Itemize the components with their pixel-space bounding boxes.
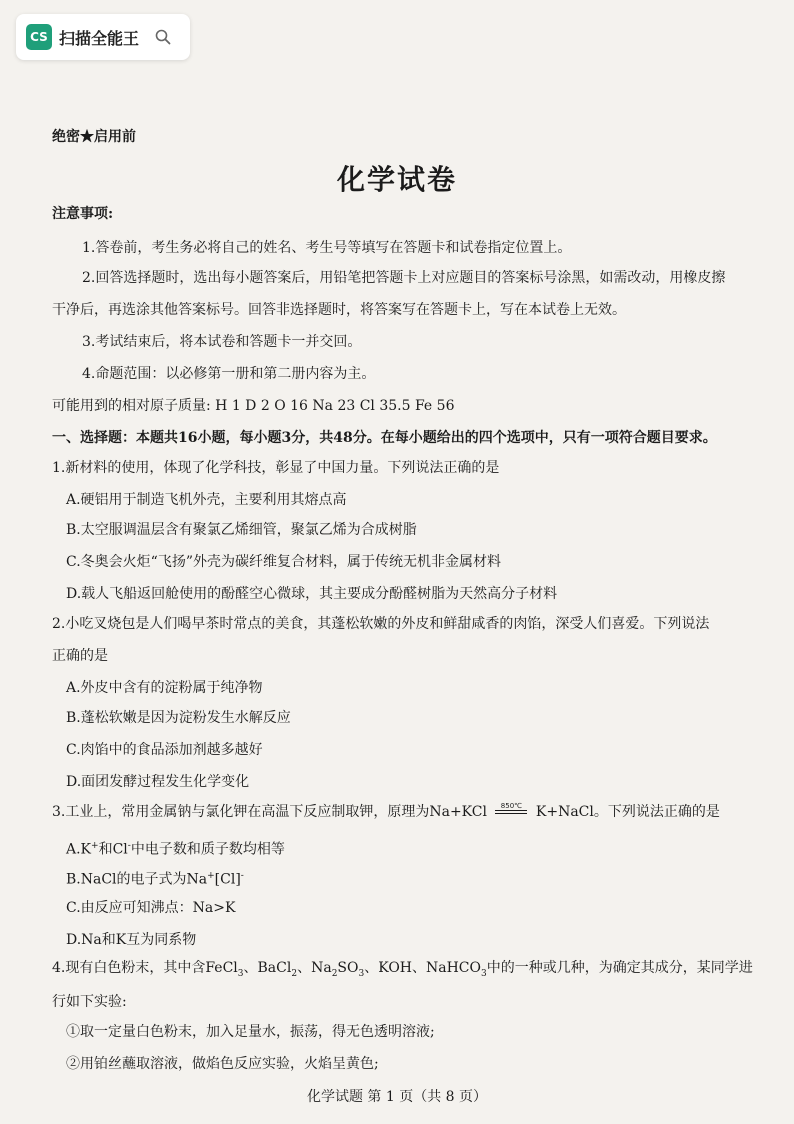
note-item: 1.答卷前，考生务必将自己的姓名、考生号等填写在答题卡和试卷指定位置上。 [82,240,572,256]
question-3-stem-after: K+NaCl。下列说法正确的是 [535,804,720,820]
question-1-option-d: D.载人飞船返回舱使用的酚醛空心微球，其主要成分酚醛树脂为天然高分子材料 [66,586,558,602]
classification-label: 绝密★启用前 [52,129,136,145]
section-heading: 一、选择题：本题共16小题，每小题3分，共48分。在每小题给出的四个选项中，只有一项符合题目要求。 [52,430,717,446]
question-1-option-a: A.硬铝用于制造飞机外壳，主要利用其熔点高 [66,492,347,508]
question-3-option-b: B.NaCl的电子式为Na+[Cl]- [66,871,244,888]
atomic-masses: 可能用到的相对原子质量: H 1 D 2 O 16 Na 23 Cl 35.5 Fe 56 [52,398,455,414]
notes-heading: 注意事项: [52,206,114,222]
question-2-stem: 2.小吃叉烧包是人们喝早茶时常点的美食，其蓬松软嫩的外皮和鲜甜咸香的肉馅，深受人们喜爱。下列说法 [52,616,710,632]
question-3-stem [52,802,720,822]
question-2-option-d: D.面团发酵过程发生化学变化 [66,774,250,790]
note-item: 4.命题范围：以必修第一册和第二册内容为主。 [82,366,376,382]
question-3-option-c: C.由反应可知沸点：Na>K [66,900,236,916]
app-name: 扫描全能王 [59,28,140,48]
question-1-stem: 1.新材料的使用，体现了化学科技，彰显了中国力量。下列说法正确的是 [52,460,500,476]
reaction-equal-sign-icon [495,802,527,819]
page-footer: 化学试题 第 1 页（共 8 页） [306,1089,488,1105]
note-item: 3.考试结束后，将本试卷和答题卡一并交回。 [82,334,362,350]
question-1-option-b: B.太空服调温层含有聚氯乙烯细管，聚氯乙烯为合成树脂 [66,522,417,538]
question-1-option-c: C.冬奥会火炬“飞扬”外壳为碳纤维复合材料，属于传统无机非金属材料 [66,554,501,570]
question-3-stem-before: 3.工业上，常用金属钠与氯化钾在高温下反应制取钾，原理为Na+KCl [52,804,487,820]
question-4-step: ①取一定量白色粉末，加入足量水，振荡，得无色透明溶液; [66,1024,435,1040]
question-2-option-a: A.外皮中含有的淀粉属于纯净物 [66,680,263,696]
note-item: 2.回答选择题时，选出每小题答案后，用铅笔把答题卡上对应题目的答案标号涂黑，如需改动，用橡皮擦 [82,270,726,286]
question-4-stem: 4.现有白色粉末，其中含FeCl$_3$、BaCl$_2$、$Na_2SO_3$、KOH、NaHCO$_3$中的一种或几种，为确定其成分，某同学进 [52,960,753,979]
question-2-stem-cont: 正确的是 [52,648,108,664]
page-title: 化学试卷 [336,163,457,196]
question-3-option-a: A.K+和Cl-中电子数和质子数均相等 [66,841,285,858]
reaction-condition: 850℃ [500,802,523,810]
note-item: 干净后，再选涂其他答案标号。回答非选择题时，将答案写在答题卡上，写在本试卷上无效。 [52,302,626,318]
question-3-option-d: D.Na和K互为同系物 [66,932,197,948]
question-4-stem-cont: 行如下实验: [52,994,127,1010]
question-2-option-b: B.蓬松软嫩是因为淀粉发生水解反应 [66,710,291,726]
question-2-option-c: C.肉馅中的食品添加剂越多越好 [66,742,263,758]
question-4-step: ②用铂丝蘸取溶液，做焰色反应实验，火焰呈黄色; [66,1056,379,1072]
camscanner-logo: CS [26,24,52,50]
